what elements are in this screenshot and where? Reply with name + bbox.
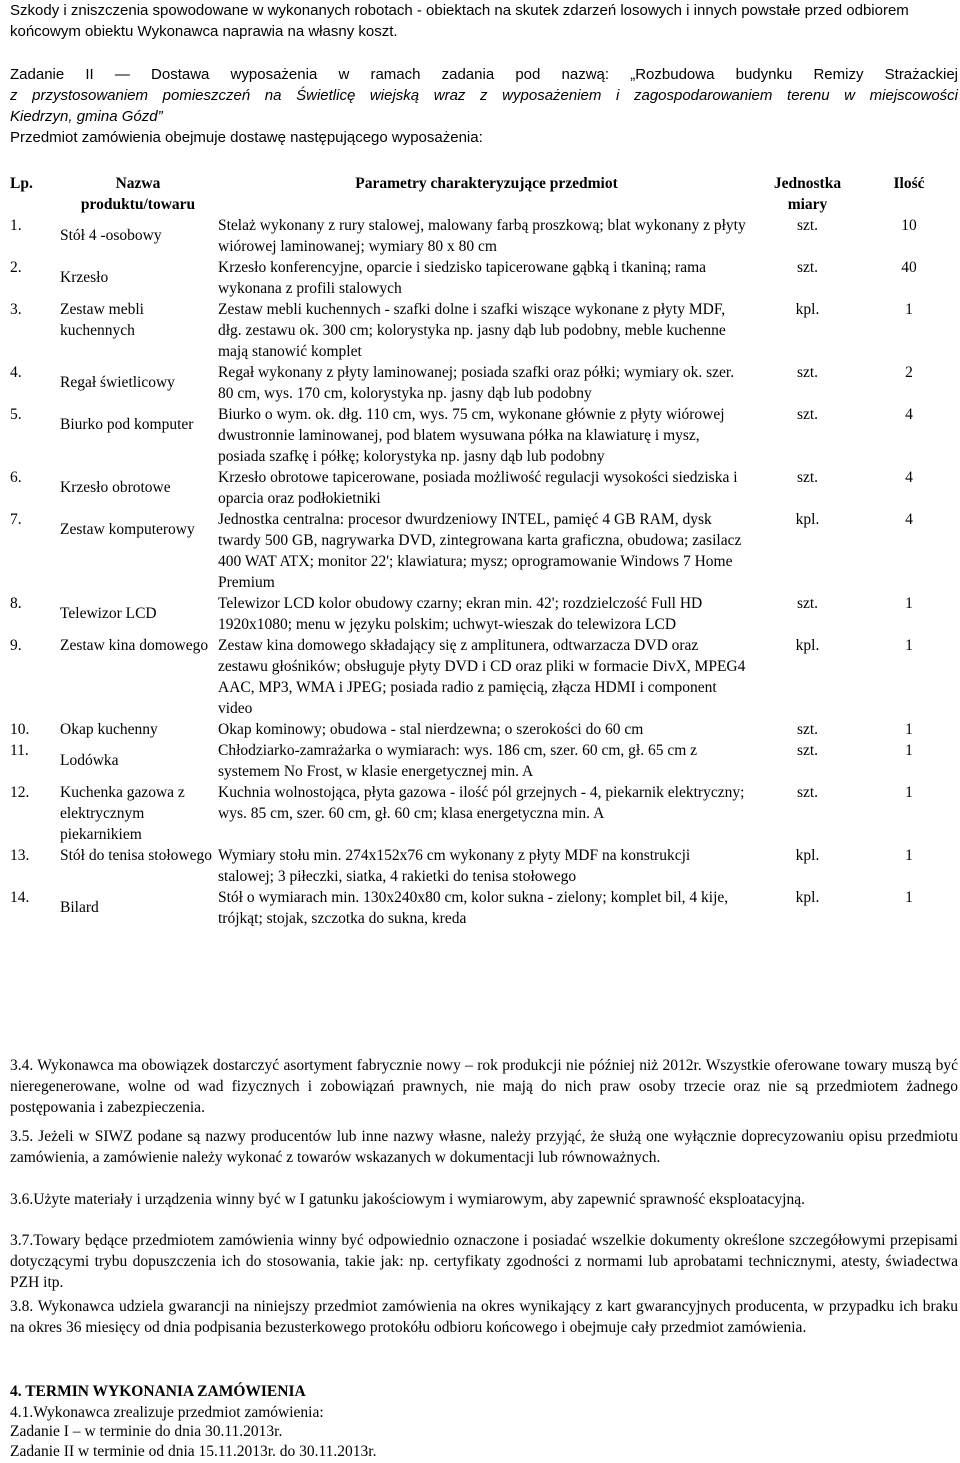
row-params: Krzesło obrotowe tapicerowane, posiada możliwość regulacji wysokości siedziska i oparcia oraz podłokietniki: [218, 469, 738, 507]
table-row: [10, 845, 958, 887]
row-name: Krzesło: [60, 269, 109, 286]
row-qty: 1: [905, 847, 913, 864]
row-params: Wymiary stołu min. 274x152x76 cm wykonany z płyty MDF na konstrukcji stalowej; 3 piłeczki, siatka, 4 rakietki do tenisa stołowego: [218, 847, 691, 885]
row-lp: 5.: [10, 406, 22, 423]
row-unit: szt.: [796, 742, 819, 759]
table-row: [10, 299, 958, 362]
row-lp: 12.: [10, 784, 30, 801]
header-params: Parametry charakteryzujące przedmiot: [355, 175, 618, 192]
row-qty: 1: [905, 721, 913, 738]
row-name: Okap kuchenny: [60, 721, 158, 738]
table-row: [10, 467, 958, 509]
row-params: Zestaw kina domowego składający się z amplitunera, odtwarzacza DVD oraz zestawu głośników; obsługuje płyty DVD i CD oraz pliki w formacie DivX, MPEG4 AAC, MP3, WMA i JPEG; posiada radio z pamięcią, złącza HDMI i component video: [218, 637, 746, 717]
row-name: Lodówka: [60, 752, 119, 769]
row-lp: 4.: [10, 364, 22, 381]
row-lp: 14.: [10, 889, 30, 906]
row-qty: 10: [901, 217, 917, 234]
row-unit: szt.: [796, 406, 819, 423]
row-name: Krzesło obrotowe: [60, 479, 171, 496]
row-params: Telewizor LCD kolor obudowy czarny; ekran min. 42'; rozdzielczość Full HD 1920x1080; menu w języku polskim; uchwyt-wieszak do telewizora LCD: [218, 595, 703, 633]
row-qty: 1: [905, 637, 913, 654]
row-params: Krzesło konferencyjne, oparcie i siedzisko tapicerowane gąbką i tkaniną; rama wykonana z profili stalowych: [218, 259, 707, 297]
row-qty: 4: [905, 406, 913, 423]
paragraph-3-8-text: 3.8. Wykonawca udziela gwarancji na niniejszy przedmiot zamówienia na okres wynikający z kart gwarancyjnych producenta, w przypadku ich braku na okres 36 miesięcy od dnia podpisania bezusterkowego protokółu odbioru końcowego i obejmuje cały przedmiot zamówienia.: [10, 1298, 958, 1336]
row-name: Telewizor LCD: [60, 605, 157, 622]
row-lp: 13.: [10, 847, 30, 864]
row-unit: kpl.: [795, 511, 820, 528]
row-lp: 10.: [10, 721, 30, 738]
row-qty: 2: [905, 364, 913, 381]
table-row: [10, 509, 958, 593]
row-name: Stół 4 -osobowy: [60, 227, 162, 244]
table-row: [10, 215, 958, 257]
paragraph-3-4-text: 3.4. Wykonawca ma obowiązek dostarczyć asortyment fabrycznie nowy – rok produkcji nie później niż 2012r. Wszystkie oferowane towary muszą być nieregenerowane, wolne od wad fizycznych i zobowiązań prawnych, nie mają do nich praw osoby trzecie oraz nie są przedmiotem żadnego postępowania i zabezpieczenia.: [10, 1057, 958, 1116]
row-qty: 1: [905, 595, 913, 612]
row-unit: szt.: [796, 469, 819, 486]
row-qty: 4: [905, 469, 913, 486]
scope-line: [10, 127, 958, 148]
row-name: Kuchenka gazowa z elektrycznym piekarnikiem: [60, 784, 185, 843]
row-params: Biurko o wym. ok. dłg. 110 cm, wys. 75 cm, wykonane głównie z płyty wiórowej dwustronnie laminowanej, pod blatem wysuwana półka na klawiaturę i mysz, posiada szafkę i półkę; kolorystyka np. jasny dąb lub podobny: [218, 406, 725, 465]
section4-line1: 4.1.Wykonawca zrealizuje przedmiot zamówienia:: [10, 1404, 324, 1421]
paragraph-3-6: [10, 1189, 958, 1210]
row-name: Zestaw mebli kuchennych: [60, 301, 144, 339]
damage-text: Szkody i zniszczenia spowodowane w wykonanych robotach - obiektach na skutek zdarzeń losowych i innych powstałe przed odbiorem końcowym obiektu Wykonawca naprawia na własny koszt.: [10, 2, 909, 40]
section4-heading: 4. TERMIN WYKONANIA ZAMÓWIENIA: [10, 1383, 306, 1400]
section4-line3: Zadanie II w terminie od dnia 15.11.2013r. do 30.11.2013r.: [10, 1443, 377, 1460]
row-name: Bilard: [60, 899, 99, 916]
row-lp: 7.: [10, 511, 22, 528]
table-row: [10, 404, 958, 467]
task2-line1: [10, 64, 958, 85]
row-params: Stół o wymiarach min. 130x240x80 cm, kolor sukna - zielony; komplet bil, 4 kije, trójkąt; stojak, szczotka do sukna, kreda: [218, 889, 729, 927]
header-name: Nazwa produktu/towaru: [80, 175, 196, 213]
row-unit: szt.: [796, 595, 819, 612]
section4-line2: Zadanie I – w terminie do dnia 30.11.2013r.: [10, 1423, 283, 1440]
paragraph-3-5-text: 3.5. Jeżeli w SIWZ podane są nazwy producentów lub inne nazwy własne, należy przyjąć, że służą one wyłącznie doprecyzowaniu opisu przedmiotu zamówienia, a zamówienie należy wykonać z towarów wskazanych w dokumentacji lub równoważnych.: [10, 1128, 958, 1166]
row-params: Stelaż wykonany z rury stalowej, malowany farbą proszkową; blat wykonany z płyty wiórowej laminowanej; wymiary 80 x 80 cm: [218, 217, 746, 255]
task2-line2-text: z przystosowaniem pomieszczeń na Świetlicę wiejską wraz z wyposażeniem i zagospodarowaniem terenu w miejscowości: [10, 87, 958, 104]
table-row: [10, 635, 958, 719]
row-lp: 8.: [10, 595, 22, 612]
row-unit: szt.: [796, 217, 819, 234]
row-unit: kpl.: [795, 847, 820, 864]
paragraph-3-7-text: 3.7.Towary będące przedmiotem zamówienia winny być odpowiednio oznaczone i posiadać wszelkie dokumenty określone szczegółowymi przepisami dotyczącymi trybu dopuszczenia ich do stosowania, takie jak: np. certyfikaty zgodności z normami lub aprobatami technicznymi, atesty, świadectwa PZH itp.: [10, 1232, 958, 1291]
row-unit: szt.: [796, 721, 819, 738]
row-name: Stół do tenisa stołowego: [60, 847, 212, 864]
row-qty: 1: [905, 784, 913, 801]
table-row: [10, 257, 958, 299]
table-row: [10, 719, 958, 740]
task2-line2: [10, 85, 958, 106]
row-params: Jednostka centralna: procesor dwurdzeniowy INTEL, pamięć 4 GB RAM, dysk twardy 500 GB, nagrywarka DVD, zintegrowana karta graficzna, obudowa; zasilacz 400 WAT ATX; monitor 22'; klawiatura; mysz; oprogramowanie Windows 7 Home Premium: [218, 511, 742, 591]
row-qty: 1: [905, 889, 913, 906]
scope-text: Przedmiot zamówienia obejmuje dostawę następującego wyposażenia:: [10, 129, 483, 146]
row-lp: 9.: [10, 637, 22, 654]
table-row: [10, 887, 958, 929]
table-body: [10, 215, 958, 929]
row-name: Biurko pod komputer: [60, 416, 194, 433]
paragraph-3-7: [10, 1230, 958, 1293]
row-qty: 4: [905, 511, 913, 528]
row-unit: szt.: [796, 784, 819, 801]
table-row: [10, 782, 958, 845]
row-lp: 2.: [10, 259, 22, 276]
row-params: Regał wykonany z płyty laminowanej; posiada szafki oraz półki; wymiary ok. szer. 80 cm, wys. 170 cm, kolorystyka np. jasny dąb lub podobny: [218, 364, 735, 402]
equipment-table: [10, 173, 958, 929]
row-name: Zestaw komputerowy: [60, 521, 195, 538]
row-qty: 40: [901, 259, 917, 276]
header-lp: Lp.: [10, 175, 33, 192]
row-qty: 1: [905, 301, 913, 318]
paragraph-3-8: [10, 1296, 958, 1338]
task2-line1-text: Zadanie II — Dostawa wyposażenia w ramach zadania pod nazwą: „Rozbudowa budynku Remizy Strażackiej: [10, 66, 958, 83]
header-qty: Ilość: [893, 175, 925, 192]
row-unit: szt.: [796, 364, 819, 381]
row-params: Chłodziarko-zamrażarka o wymiarach: wys. 186 cm, szer. 60 cm, gł. 65 cm z systemem No Frost, w klasie energetycznej min. A: [218, 742, 698, 780]
task2-line3-text: Kiedrzyn, gmina Gózd”: [10, 108, 163, 125]
row-params: Okap kominowy; obudowa - stal nierdzewna; o szerokości do 60 cm: [218, 721, 644, 738]
row-lp: 3.: [10, 301, 22, 318]
row-lp: 1.: [10, 217, 22, 234]
table-header-row: [10, 173, 958, 215]
row-lp: 6.: [10, 469, 22, 486]
row-name: Regał świetlicowy: [60, 374, 175, 391]
row-unit: kpl.: [795, 301, 820, 318]
row-params: Zestaw mebli kuchennych - szafki dolne i szafki wiszące wykonane z płyty MDF, dłg. zestawu ok. 300 cm; kolorystyka np. jasny dąb lub podobny, meble kuchenne mają stanowić komplet: [218, 301, 726, 360]
row-qty: 1: [905, 742, 913, 759]
task2-line3: [10, 106, 958, 127]
damage-paragraph: [10, 0, 958, 42]
row-lp: 11.: [10, 742, 29, 759]
paragraph-3-4: [10, 1055, 958, 1118]
header-unit: Jednostka miary: [773, 175, 842, 213]
row-name: Zestaw kina domowego: [60, 637, 209, 654]
row-params: Kuchnia wolnostojąca, płyta gazowa - ilość pól grzejnych - 4, piekarnik elektryczny; wys. 85 cm, szer. 60 cm, gł. 60 cm; klasa energetyczna min. A: [218, 784, 745, 822]
row-unit: kpl.: [795, 637, 820, 654]
table-row: [10, 593, 958, 635]
paragraph-3-6-text: 3.6.Użyte materiały i urządzenia winny być w I gatunku jakościowym i wymiarowym, aby zapewnić sprawność eksploatacyjną.: [10, 1191, 805, 1208]
paragraph-3-5: [10, 1126, 958, 1168]
table-row: [10, 740, 958, 782]
table-row: [10, 362, 958, 404]
row-unit: kpl.: [795, 889, 820, 906]
row-unit: szt.: [796, 259, 819, 276]
